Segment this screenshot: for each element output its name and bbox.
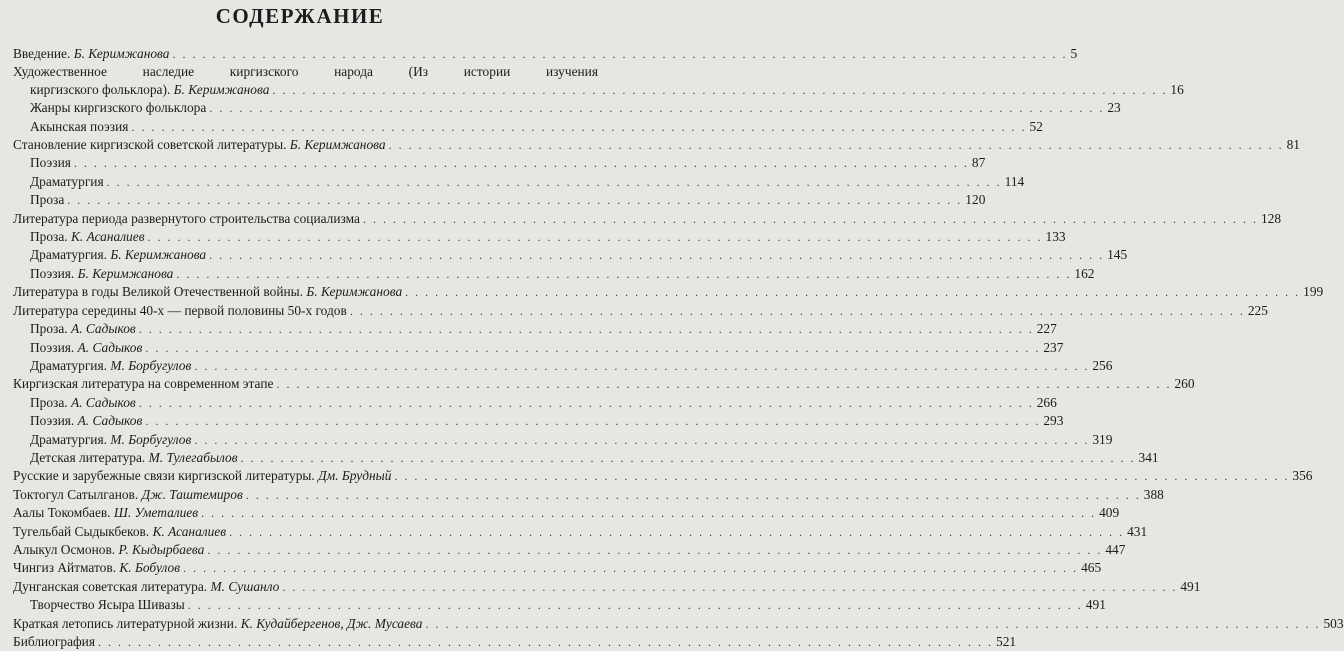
entry-author: К. Асаналиев [152,523,227,539]
toc-entry [13,339,1064,357]
entry-title: Драматургия. [30,357,107,373]
entry-author: М. Тулегабылов [148,449,238,465]
page-number: 503 [1323,615,1344,631]
entry-title: Литература периода развернутого строительства социализма [13,210,360,226]
entry-author: М. Сушанло [210,578,280,594]
leader-dots: . . . . . . . . . . . . . . . . . . . . . . . . . . . . . . . . . . . . . . . . . . . . . . . . . . . . . . . . . . . . . . . . . . . . . . . . . . . . . . . . . . . . . . . . . . [147,230,1043,245]
page-number: 465 [1081,560,1102,576]
leader-dots: . . . . . . . . . . . . . . . . . . . . . . . . . . . . . . . . . . . . . . . . . . . . . . . . . . . . . . . . . . . . . . . . . . . . . . . . . . . . . . . . . . . . . . . . . . [98,635,994,649]
leader-dots: . . . . . . . . . . . . . . . . . . . . . . . . . . . . . . . . . . . . . . . . . . . . . . . . . . . . . . . . . . . . . . . . . . . . . . . . . . . . . . . . . . . . . . . . . . [183,561,1079,576]
entry-author: К. Асаналиев [71,229,145,245]
entry-author: А. Садыков [77,339,143,355]
leader-dots: . . . . . . . . . . . . . . . . . . . . . . . . . . . . . . . . . . . . . . . . . . . . . . . . . . . . . . . . . . . . . . . . . . . . . . . . . . . . . . . . . . . . . . . . . . [106,174,1002,189]
entry-title: Драматургия [30,173,104,189]
entry-title: Тугельбай Сыдыкбеков. [13,523,150,539]
page-number: 319 [1092,431,1113,447]
page-number: 162 [1074,265,1095,281]
leader-dots: . . . . . . . . . . . . . . . . . . . . . . . . . . . . . . . . . . . . . . . . . . . . . . . . . . . . . . . . . . . . . . . . . . . . . . . . . . . . . . . . . . . . . . . . . . [73,156,969,171]
page-number: 293 [1043,413,1064,429]
toc-entry [13,523,1148,541]
page-title: СОДЕРЖАНИЕ [215,4,385,28]
page-number: 87 [971,155,986,171]
leader-dots: . . . . . . . . . . . . . . . . . . . . . . . . . . . . . . . . . . . . . . . . . . . . . . . . . . . . . . . . . . . . . . . . . . . . . . . . . . . . . . . . . . . . . . . . . . [194,358,1090,373]
entry-author: М. Борбугулов [110,357,192,373]
leader-dots: . . . . . . . . . . . . . . . . . . . . . . . . . . . . . . . . . . . . . . . . . . . . . . . . . . . . . . . . . . . . . . . . . . . . . . . . . . . . . . . . . . . . . . . . . . [240,450,1136,465]
leader-dots: . . . . . . . . . . . . . . . . . . . . . . . . . . . . . . . . . . . . . . . . . . . . . . . . . . . . . . . . . . . . . . . . . . . . . . . . . . . . . . . . . . . . . . . . . . [176,266,1072,281]
page-number: 491 [1180,578,1201,594]
table-of-contents [13,45,1344,651]
entry-title: Проза [30,192,65,208]
entry-title: Проза. [30,321,68,337]
toc-entry [13,99,1121,117]
toc-entry [13,596,1106,614]
entry-title: Драматургия. [30,431,107,447]
page-number: 225 [1247,302,1268,318]
leader-dots: . . . . . . . . . . . . . . . . . . . . . . . . . . . . . . . . . . . . . . . . . . . . . . . . . . . . . . . . . . . . . . . . . . . . . . . . . . . . . . . . . . . . . . . . . . [209,101,1105,116]
leader-dots: . . . . . . . . . . . . . . . . . . . . . . . . . . . . . . . . . . . . . . . . . . . . . . . . . . . . . . . . . . . . . . . . . . . . . . . . . . . . . . . . . . . . . . . . . . [201,506,1097,521]
entry-title: Детская литература. [30,449,146,465]
toc-entry [13,45,1078,63]
entry-title: Становление киргизской советской литературы. [13,137,287,153]
leader-dots: . . . . . . . . . . . . . . . . . . . . . . . . . . . . . . . . . . . . . . . . . . . . . . . . . . . . . . . . . . . . . . . . . . . . . . . . . . . . . . . . . . . . . . . . . . [282,579,1178,594]
toc-entry [13,467,1313,485]
page-number: 199 [1303,284,1324,300]
page-number: 260 [1174,376,1195,392]
entry-author: Р. Кыдырбаева [118,541,205,557]
page-number: 133 [1045,229,1066,245]
leader-dots: . . . . . . . . . . . . . . . . . . . . . . . . . . . . . . . . . . . . . . . . . . . . . . . . . . . . . . . . . . . . . . . . . . . . . . . . . . . . . . . . . . . . . . . . . . [272,82,1168,97]
leader-dots: . . . . . . . . . . . . . . . . . . . . . . . . . . . . . . . . . . . . . . . . . . . . . . . . . . . . . . . . . . . . . . . . . . . . . . . . . . . . . . . . . . . . . . . . . . [131,119,1027,134]
leader-dots: . . . . . . . . . . . . . . . . . . . . . . . . . . . . . . . . . . . . . . . . . . . . . . . . . . . . . . . . . . . . . . . . . . . . . . . . . . . . . . . . . . . . . . . . . . [194,432,1090,447]
entry-title: Проза. [30,394,68,410]
leader-dots: . . . . . . . . . . . . . . . . . . . . . . . . . . . . . . . . . . . . . . . . . . . . . . . . . . . . . . . . . . . . . . . . . . . . . . . . . . . . . . . . . . . . . . . . . . [229,524,1125,539]
leader-dots: . . . . . . . . . . . . . . . . . . . . . . . . . . . . . . . . . . . . . . . . . . . . . . . . . . . . . . . . . . . . . . . . . . . . . . . . . . . . . . . . . . . . . . . . . . [209,248,1105,263]
entry-title: Акынская поэзия [30,118,129,134]
entry-title: Литература середины 40-х — первой половины 50-х годов [13,302,347,318]
entry-title: Поэзия. [30,265,75,281]
toc-entry [13,431,1113,449]
leader-dots: . . . . . . . . . . . . . . . . . . . . . . . . . . . . . . . . . . . . . . . . . . . . . . . . . . . . . . . . . . . . . . . . . . . . . . . . . . . . . . . . . . . . . . . . . . [394,469,1290,484]
leader-dots: . . . . . . . . . . . . . . . . . . . . . . . . . . . . . . . . . . . . . . . . . . . . . . . . . . . . . . . . . . . . . . . . . . . . . . . . . . . . . . . . . . . . . . . . . . [67,193,963,208]
page-number: 447 [1105,541,1126,557]
entry-title: Литература в годы Великой Отечественной войны. [13,284,304,300]
entry-author: А. Садыков [71,321,136,337]
page-number: 145 [1107,247,1128,263]
entry-title: Поэзия [30,155,71,171]
entry-author: Дж. Таштемиров [141,486,243,502]
leader-dots: . . . . . . . . . . . . . . . . . . . . . . . . . . . . . . . . . . . . . . . . . . . . . . . . . . . . . . . . . . . . . . . . . . . . . . . . . . . . . . . . . . . . . . . . . . [388,138,1284,153]
entry-title: Жанры киргизского фольклора [30,100,207,116]
toc-entry [13,633,1017,651]
entry-title: Токтогул Сатылганов. [13,486,139,502]
page-number: 256 [1092,357,1113,373]
toc-entry [13,118,1043,136]
page-number: 341 [1138,449,1159,465]
page-number: 128 [1260,210,1282,226]
entry-author: А. Садыков [71,394,136,410]
leader-dots: . . . . . . . . . . . . . . . . . . . . . . . . . . . . . . . . . . . . . . . . . . . . . . . . . . . . . . . . . . . . . . . . . . . . . . . . . . . . . . . . . . . . . . . . . . [172,47,1068,61]
toc-entry [13,541,1126,559]
page-number: 431 [1127,523,1148,539]
page-number: 120 [965,192,986,208]
entry-title: Поэзия. [30,339,75,355]
leader-dots: . . . . . . . . . . . . . . . . . . . . . . . . . . . . . . . . . . . . . . . . . . . . . . . . . . . . . . . . . . . . . . . . . . . . . . . . . . . . . . . . . . . . . . . . . . [349,303,1245,318]
toc-entry [13,375,1195,393]
leader-dots: . . . . . . . . . . . . . . . . . . . . . . . . . . . . . . . . . . . . . . . . . . . . . . . . . . . . . . . . . . . . . . . . . . . . . . . . . . . . . . . . . . . . . . . . . . [138,395,1034,410]
leader-dots: . . . . . . . . . . . . . . . . . . . . . . . . . . . . . . . . . . . . . . . . . . . . . . . . . . . . . . . . . . . . . . . . . . . . . . . . . . . . . . . . . . . . . . . . . . [187,598,1083,613]
page-number: 23 [1107,100,1121,116]
page-number: 227 [1036,321,1057,337]
toc-entry [13,173,1025,191]
page-number: 521 [996,634,1017,649]
page-number: 491 [1085,597,1106,613]
toc-entry [13,504,1120,522]
entry-title: Аалы Токомбаев. [13,505,111,521]
entry-author: Дм. Брудный [318,468,392,484]
toc-entry [13,449,1159,467]
entry-author: Б. Керимжанова [306,284,403,300]
leader-dots: . . . . . . . . . . . . . . . . . . . . . . . . . . . . . . . . . . . . . . . . . . . . . . . . . . . . . . . . . . . . . . . . . . . . . . . . . . . . . . . . . . . . . . . . . . [276,377,1172,392]
entry-author: Б. Керимжанова [73,46,170,61]
entry-author: Б. Керимжанова [173,81,270,97]
entry-author: К. Кудайбергенов, Дж. Мусаева [240,615,423,631]
page-number: 16 [1170,81,1184,97]
leader-dots: . . . . . . . . . . . . . . . . . . . . . . . . . . . . . . . . . . . . . . . . . . . . . . . . . . . . . . . . . . . . . . . . . . . . . . . . . . . . . . . . . . . . . . . . . . [207,542,1103,557]
entry-title-continued: киргизского фольклора). [30,81,171,97]
entry-title: Библиография [13,634,96,649]
page-number: 5 [1070,46,1078,61]
leader-dots: . . . . . . . . . . . . . . . . . . . . . . . . . . . . . . . . . . . . . . . . . . . . . . . . . . . . . . . . . . . . . . . . . . . . . . . . . . . . . . . . . . . . . . . . . . [145,340,1041,355]
leader-dots: . . . . . . . . . . . . . . . . . . . . . . . . . . . . . . . . . . . . . . . . . . . . . . . . . . . . . . . . . . . . . . . . . . . . . . . . . . . . . . . . . . . . . . . . . . [362,211,1258,226]
toc-entry [13,559,1102,577]
toc-entry [13,63,1184,99]
entry-author: Ш. Уметалиев [113,505,199,521]
toc-entry [13,320,1057,338]
toc-entry [13,412,1064,430]
toc-entry [13,191,986,209]
page-number: 52 [1029,118,1043,134]
leader-dots: . . . . . . . . . . . . . . . . . . . . . . . . . . . . . . . . . . . . . . . . . . . . . . . . . . . . . . . . . . . . . . . . . . . . . . . . . . . . . . . . . . . . . . . . . . [405,285,1301,300]
toc-entry [13,394,1057,412]
page-number: 388 [1143,486,1164,502]
entry-title: Художественное наследие киргизского народа (Из истории изучения [13,64,598,80]
page-number: 409 [1099,505,1120,521]
entry-author: Б. Керимжанова [110,247,207,263]
entry-title: Дунганская советская литература. [13,578,208,594]
toc-entry [13,228,1066,246]
entry-title: Краткая летопись литературной жизни. [13,615,238,631]
entry-author: К. Бобулов [119,560,181,576]
leader-dots: . . . . . . . . . . . . . . . . . . . . . . . . . . . . . . . . . . . . . . . . . . . . . . . . . . . . . . . . . . . . . . . . . . . . . . . . . . . . . . . . . . . . . . . . . . [145,414,1041,429]
page-number: 356 [1292,468,1313,484]
entry-author: М. Борбугулов [110,431,192,447]
entry-title: Проза. [30,229,68,245]
entry-title: Чингиз Айтматов. [13,560,117,576]
toc-entry [13,210,1282,228]
entry-title: Введение. [13,46,71,61]
entry-title: Поэзия. [30,413,75,429]
entry-title: Творчество Ясыра Шивазы [30,597,185,613]
toc-entry [13,578,1201,596]
toc-entry [13,246,1128,264]
entry-title: Киргизская литература на современном этапе [13,376,274,392]
page-number: 237 [1043,339,1064,355]
toc-entry [13,486,1164,504]
entry-author: Б. Керимжанова [77,265,174,281]
entry-author: Б. Керимжанова [289,137,386,153]
page-number: 266 [1036,394,1057,410]
toc-entry [13,302,1268,320]
leader-dots: . . . . . . . . . . . . . . . . . . . . . . . . . . . . . . . . . . . . . . . . . . . . . . . . . . . . . . . . . . . . . . . . . . . . . . . . . . . . . . . . . . . . . . . . . . [245,487,1141,502]
entry-author: А. Садыков [77,413,143,429]
toc-entry [13,283,1324,301]
toc-entry [13,615,1344,633]
entry-title: Драматургия. [30,247,107,263]
entry-title: Алыкул Осмонов. [13,541,116,557]
toc-entry [13,136,1300,154]
leader-dots: . . . . . . . . . . . . . . . . . . . . . . . . . . . . . . . . . . . . . . . . . . . . . . . . . . . . . . . . . . . . . . . . . . . . . . . . . . . . . . . . . . . . . . . . . . [138,322,1034,337]
toc-entry [13,265,1095,283]
leader-dots: . . . . . . . . . . . . . . . . . . . . . . . . . . . . . . . . . . . . . . . . . . . . . . . . . . . . . . . . . . . . . . . . . . . . . . . . . . . . . . . . . . . . . . . . . . [425,616,1321,631]
toc-entry [13,357,1113,375]
toc-entry [13,154,986,172]
page-number: 81 [1286,137,1300,153]
entry-title: Русские и зарубежные связи киргизской литературы. [13,468,315,484]
page-number: 114 [1004,173,1025,189]
